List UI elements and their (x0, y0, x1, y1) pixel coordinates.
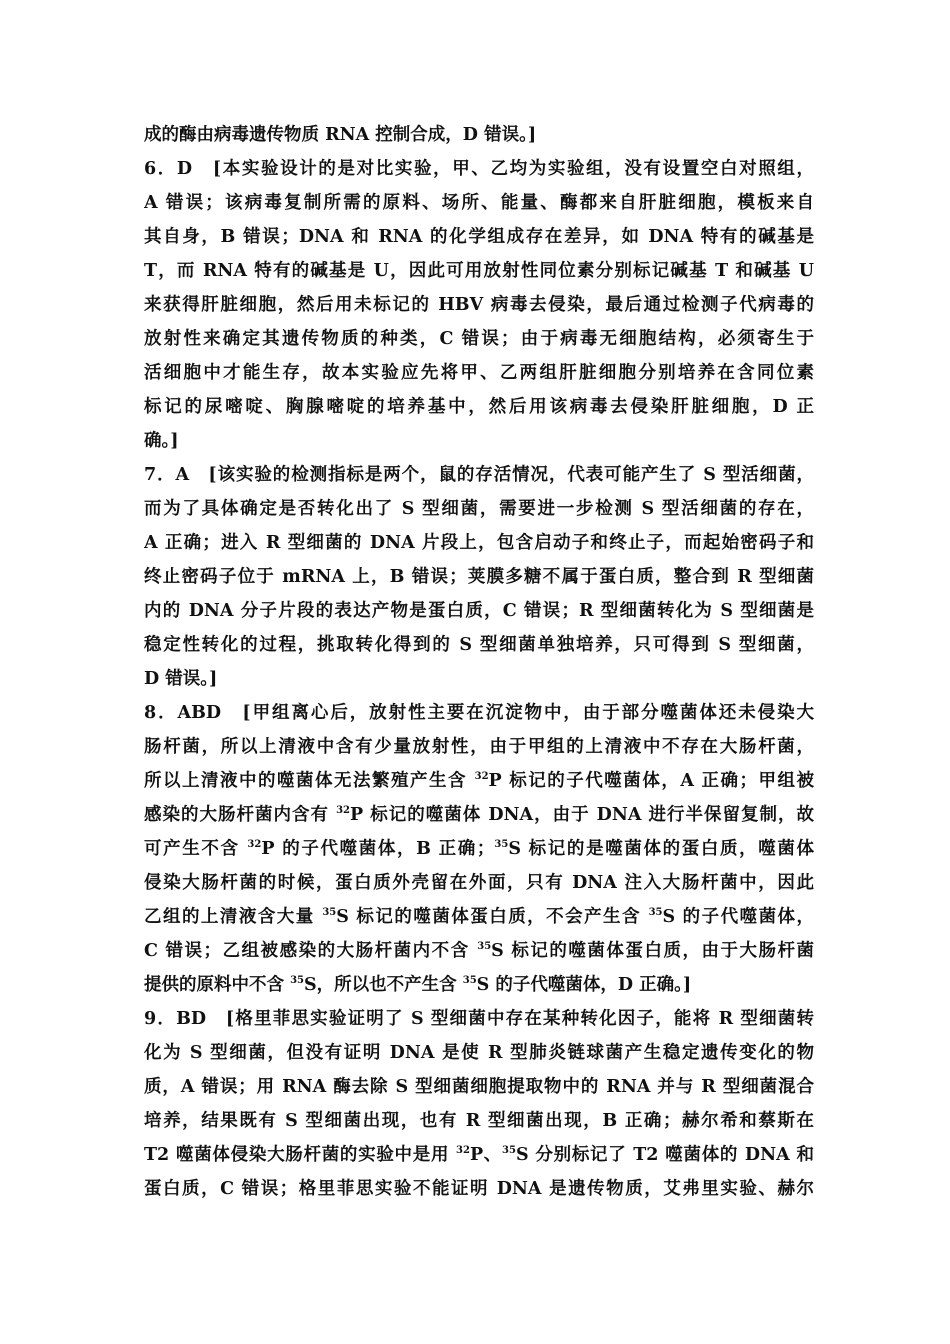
text-line (144, 628, 814, 662)
text-line (144, 390, 814, 424)
text-segment: S 标记的是噬菌体的蛋白质，噬菌体 (508, 839, 814, 859)
text-segment: 其自身，B 错误；DNA 和 RNA 的化学组成存在差异，如 DNA 特有的碱基是 (144, 227, 814, 247)
text-segment: S 的子代噬菌体，D 正确。] (476, 975, 692, 995)
text-segment: 而为了具体确定是否转化出了 S 型细菌，需要进一步检测 S 型活细菌的存在， (144, 499, 814, 519)
text-segment: 乙组的上清液含大量 (144, 907, 323, 927)
text-segment: 6．D [本实验设计的是对比实验，甲、乙均为实验组，没有设置空白对照组， (144, 159, 814, 179)
text-segment: 9．BD [格里菲思实验证明了 S 型细菌中存在某种转化因子，能将 R 型细菌转 (144, 1009, 814, 1029)
text-line (144, 254, 814, 288)
isotope-superscript: 32 (336, 805, 350, 816)
text-segment: C 错误；乙组被感染的大肠杆菌内不含 (144, 941, 478, 961)
text-segment: 化为 S 型细菌，但没有证明 DNA 是使 R 型肺炎链球菌产生稳定遗传变化的物 (144, 1043, 814, 1063)
text-line (144, 322, 814, 356)
text-line (144, 152, 814, 186)
text-segment: S 标记的噬菌体蛋白质，由于大肠杆菌 (491, 941, 814, 961)
text-segment: 7．A [该实验的检测指标是两个，鼠的存活情况，代表可能产生了 S 型活细菌， (144, 465, 814, 485)
text-segment: A 正确；进入 R 型细菌的 DNA 片段上，包含启动子和终止子，而起始密码子和 (144, 533, 814, 553)
text-segment: P 标记的子代噬菌体，A 正确；甲组被 (488, 771, 814, 791)
text-segment: 活细胞中才能生存，故本实验应先将甲、乙两组肝脏细胞分别培养在含同位素 (144, 363, 814, 383)
text-segment: 质，A 错误；用 RNA 酶去除 S 型细菌细胞提取物中的 RNA 并与 R 型细菌混合 (144, 1077, 814, 1097)
text-line (144, 458, 814, 492)
text-line (144, 220, 814, 254)
text-line (144, 1104, 814, 1138)
text-segment: 感染的大肠杆菌内含有 (144, 805, 337, 825)
text-segment: 所以上清液中的噬菌体无法繁殖产生含 (144, 771, 475, 791)
text-line (144, 764, 814, 798)
text-line (144, 424, 814, 458)
isotope-superscript: 32 (247, 839, 262, 850)
text-segment: 蛋白质，C 错误；格里菲思实验不能证明 DNA 是遗传物质，艾弗里实验、赫尔 (144, 1179, 814, 1199)
text-segment: 终止密码子位于 mRNA 上，B 错误；荚膜多糖不属于蛋白质，整合到 R 型细菌 (144, 567, 814, 587)
text-segment: P 的子代噬菌体，B 正确； (261, 839, 495, 859)
text-segment: 来获得肝脏细胞，然后用未标记的 HBV 病毒去侵染，最后通过检测子代病毒的 (144, 295, 814, 315)
text-segment: 标记的尿嘧啶、胸腺嘧啶的培养基中，然后用该病毒去侵染肝脏细胞，D 正 (144, 397, 814, 417)
text-line (144, 118, 814, 152)
text-line (144, 1070, 814, 1104)
isotope-superscript: 35 (648, 907, 663, 918)
isotope-superscript: 35 (290, 975, 305, 986)
text-segment: 培养，结果既有 S 型细菌出现，也有 R 型细菌出现，B 正确；赫尔希和蔡斯在 (144, 1111, 814, 1131)
text-line (144, 934, 814, 968)
text-segment: S 分别标记了 T2 噬菌体的 DNA 和 (515, 1145, 814, 1165)
text-line (144, 526, 814, 560)
text-segment: P、 (469, 1145, 503, 1165)
isotope-superscript: 32 (456, 1145, 470, 1156)
text-segment: A 错误；该病毒复制所需的原料、场所、能量、酶都来自肝脏细胞，模板来自 (144, 193, 814, 213)
text-line (144, 798, 814, 832)
text-line (144, 662, 814, 696)
text-segment: 稳定性转化的过程，挑取转化得到的 S 型细菌单独培养，只可得到 S 型细菌， (144, 635, 814, 655)
text-line (144, 866, 814, 900)
text-segment: P 标记的噬菌体 DNA，由于 DNA 进行半保留复制，故 (350, 805, 814, 825)
text-segment: 肠杆菌，所以上清液中含有少量放射性，由于甲组的上清液中不存在大肠杆菌， (144, 737, 814, 757)
text-line (144, 1036, 814, 1070)
text-line (144, 900, 814, 934)
text-segment: 内的 DNA 分子片段的表达产物是蛋白质，C 错误；R 型细菌转化为 S 型细菌是 (144, 601, 814, 621)
text-segment: S 标记的噬菌体蛋白质，不会产生含 (336, 907, 649, 927)
text-segment: 放射性来确定其遗传物质的种类，C 错误；由于病毒无细胞结构，必须寄生于 (144, 329, 814, 349)
text-line (144, 730, 814, 764)
isotope-superscript: 35 (462, 975, 477, 986)
answer-explanation-text (144, 118, 814, 1206)
text-line (144, 594, 814, 628)
text-segment: S，所以也不产生含 (304, 975, 463, 995)
isotope-superscript: 35 (502, 1145, 516, 1156)
isotope-superscript: 35 (494, 839, 509, 850)
text-segment: T2 噬菌体侵染大肠杆菌的实验中是用 (144, 1145, 457, 1165)
text-line (144, 288, 814, 322)
text-line (144, 968, 814, 1002)
text-line (144, 1138, 814, 1172)
text-segment: 提供的原料中不含 (144, 975, 291, 995)
text-segment: T，而 RNA 特有的碱基是 U，因此可用放射性同位素分别标记碱基 T 和碱基 U (144, 261, 814, 281)
document-page (144, 118, 814, 1206)
text-segment: 成的酶由病毒遗传物质 RNA 控制合成，D 错误。] (144, 125, 537, 145)
text-line (144, 356, 814, 390)
text-line (144, 696, 814, 730)
text-line (144, 186, 814, 220)
text-segment: 侵染大肠杆菌的时候，蛋白质外壳留在外面，只有 DNA 注入大肠杆菌中，因此 (144, 873, 814, 893)
text-line (144, 492, 814, 526)
text-segment: 可产生不含 (144, 839, 248, 859)
text-line (144, 1002, 814, 1036)
text-line (144, 832, 814, 866)
text-line (144, 560, 814, 594)
text-segment: 8．ABD [甲组离心后，放射性主要在沉淀物中，由于部分噬菌体还未侵染大 (144, 703, 814, 723)
text-segment: S 的子代噬菌体， (662, 907, 814, 927)
isotope-superscript: 35 (477, 941, 492, 952)
text-segment: D 错误。] (144, 669, 218, 689)
isotope-superscript: 35 (322, 907, 337, 918)
text-segment: 确。] (144, 431, 179, 451)
isotope-superscript: 32 (474, 771, 489, 782)
text-line (144, 1172, 814, 1206)
